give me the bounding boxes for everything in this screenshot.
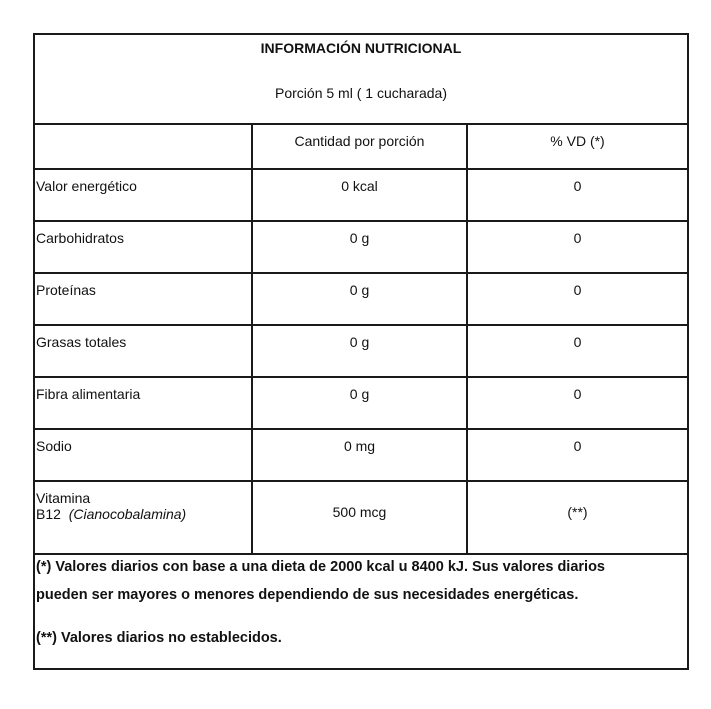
table-row	[35, 326, 687, 378]
nutrient-scientific-name: (Cianocobalamina)	[68, 506, 187, 522]
table-header	[35, 35, 687, 125]
footnote-not-established: (**) Valores diarios no establecidos.	[36, 630, 282, 646]
column-header-nutrient	[35, 125, 253, 168]
table-title: INFORMACIÓN NUTRICIONAL	[260, 40, 462, 56]
portion-size: Porción 5 ml ( 1 cucharada)	[275, 85, 447, 101]
column-header-row	[35, 125, 687, 170]
nutrient-dv: 0	[573, 230, 582, 246]
nutrient-amount: 500 mcg	[332, 504, 387, 520]
footnote-daily-values: (*) Valores diarios con base a una dieta de 2000 kcal u 8400 kJ. Sus valores diarios	[36, 559, 605, 575]
table-row	[35, 430, 687, 482]
nutrient-name: Sodio	[36, 438, 72, 454]
table-row	[35, 378, 687, 430]
nutrient-amount: 0 g	[349, 334, 370, 350]
nutrient-dv: 0	[573, 386, 582, 402]
table-row	[35, 222, 687, 274]
nutrient-amount: 0 g	[349, 230, 370, 246]
nutrient-name: Proteínas	[36, 282, 96, 298]
nutrient-name: Vitamina B12 (Cianocobalamina)	[36, 490, 187, 522]
nutrient-dv: (**)	[567, 504, 588, 520]
nutrient-amount: 0 g	[349, 282, 370, 298]
table-row	[35, 482, 687, 555]
nutrient-name: Grasas totales	[36, 334, 127, 350]
nutrient-dv: 0	[573, 334, 582, 350]
table-row	[35, 170, 687, 222]
table-row	[35, 274, 687, 326]
nutrient-name: Valor energético	[36, 178, 137, 194]
nutrient-amount: 0 kcal	[341, 178, 378, 194]
footnote-daily-values-cont: pueden ser mayores o menores dependiendo de sus necesidades energéticas.	[36, 587, 579, 603]
nutrient-name: Fibra alimentaria	[36, 386, 141, 402]
nutrient-amount: 0 g	[349, 386, 370, 402]
column-header-amount: Cantidad por porción	[253, 125, 468, 168]
nutrient-dv: 0	[573, 282, 582, 298]
column-header-dv: % VD (*)	[550, 133, 605, 149]
nutrition-facts-table	[33, 33, 689, 670]
nutrient-dv: 0	[573, 178, 582, 194]
nutrient-dv: 0	[573, 438, 582, 454]
nutrient-name: Carbohidratos	[36, 230, 124, 246]
nutrient-amount: 0 mg	[343, 438, 376, 454]
